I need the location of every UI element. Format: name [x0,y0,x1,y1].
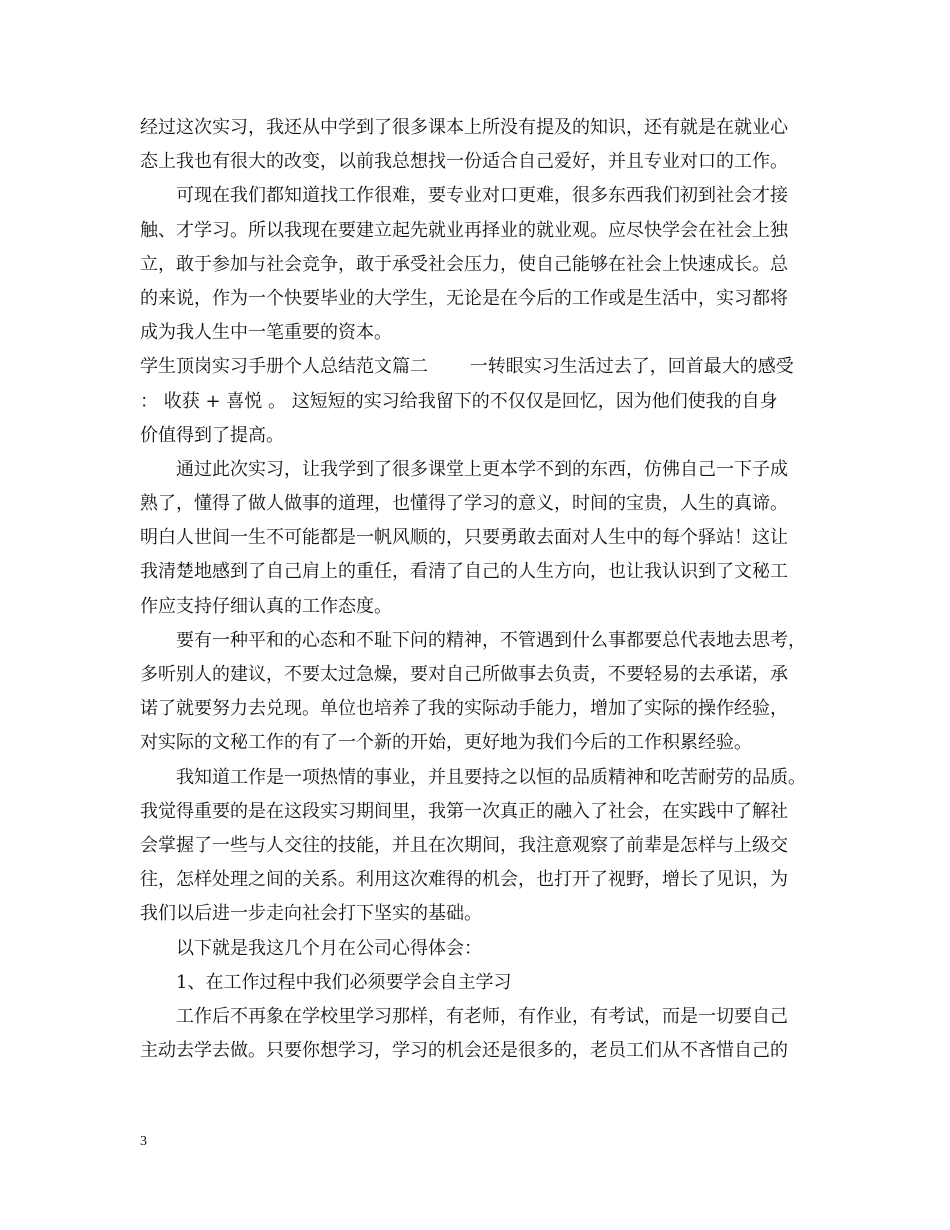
text-line: 明白人世间一生不可能都是一帆风顺的，只要勇敢去面对人生中的每个驿站！这让 [140,527,788,549]
text-line: 成为我人生中一笔重要的资本。 [140,322,392,344]
text-line: 可现在我们都知道找工作很难，要专业对口更难，很多东西我们初到社会才接 [176,185,788,207]
text-line: ： 收获 + 喜悦 。 这短短的实习给我留下的不仅仅是回忆，因为他们使我的自身 [140,390,778,412]
text-line: 立，敢于参加与社会竞争，敢于承受社会压力，使自己能够在社会上快速成长。总 [140,253,788,275]
text-line: 会掌握了一些与人交往的技能，并且在次期间，我注意观察了前辈是怎样与上级交 [140,834,788,856]
text-line: 我觉得重要的是在这段实习期间里，我第一次真正的融入了社会，在实践中了解社 [140,800,788,822]
text-line: 经过这次实习，我还从中学到了很多课本上所没有提及的知识，还有就是在就业心 [140,117,788,138]
text-line: 作应支持仔细认真的工作态度。 [140,595,392,617]
text-line: 学生顶岗实习手册个人总结范文篇二 一转眼实习生活过去了，回首最大的感受 [140,356,794,378]
text-line: 对实际的文秘工作的有了一个新的开始，更好地为我们今后的工作积累经验。 [140,732,752,754]
page-number: 3 [140,1134,147,1149]
text-line: 1、在工作过程中我们必须要学会自主学习 [176,971,512,993]
text-line: 多听别人的建议，不要太过急燥，要对自己所做事去负责，不要轻易的去承诺，承 [140,664,788,685]
text-line: 要有一种平和的心态和不耻下问的精神，不管遇到什么事都要总代表地去思考， [176,629,806,651]
text-line: 熟了，懂得了做人做事的道理，也懂得了学习的意义，时间的宝贵，人生的真谛。 [140,493,788,515]
text-line: 价值得到了提高。 [140,424,284,446]
text-line: 主动去学去做。只要你想学习，学习的机会还是很多的，老员工们从不吝惜自己的 [140,1040,788,1062]
text-line: 我知道工作是一项热情的事业，并且要持之以恒的品质精神和吃苦耐劳的品质。 [176,766,806,788]
text-line: 触、才学习。所以我现在要建立起先就业再择业的就业观。应尽快学会在社会上独 [140,219,788,241]
text-line: 通过此次实习，让我学到了很多课堂上更本学不到的东西，仿佛自己一下子成 [176,458,788,480]
text-line: 我们以后进一步走向社会打下坚实的基础。 [140,903,482,925]
text-line: 以下就是我这几个月在公司心得体会： [176,937,482,959]
text-line: 工作后不再象在学校里学习那样，有老师，有作业，有考试，而是一切要自己 [176,1005,788,1027]
text-line: 我清楚地感到了自己肩上的重任，看清了自己的人生方向，也让我认识到了文秘工 [140,561,788,583]
body-text [140,111,840,1068]
text-line: 诺了就要努力去兑现。单位也培养了我的实际动手能力，增加了实际的操作经验， [140,698,788,720]
text-line: 往，怎样处理之间的关系。利用这次难得的机会，也打开了视野，增长了见识，为 [140,869,788,891]
text-line: 态上我也有很大的改变，以前我总想找一份适合自己爱好，并且专业对口的工作。 [140,151,788,173]
text-line: 的来说，作为一个快要毕业的大学生，无论是在今后的工作或是生活中，实习都将 [140,287,788,309]
